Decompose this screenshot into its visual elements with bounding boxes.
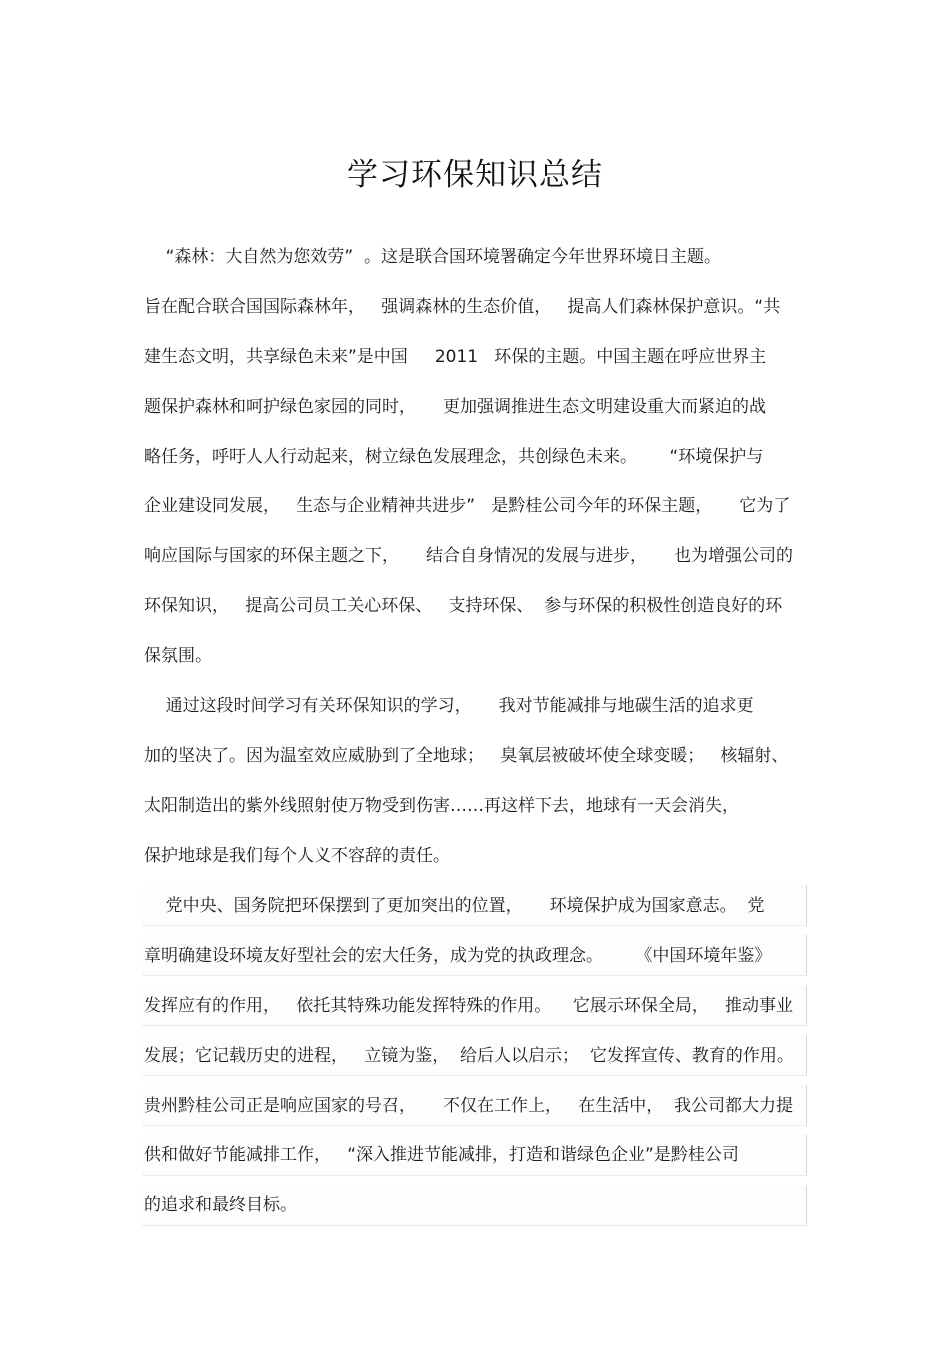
paragraph-2-line-2: 加的坚决了。因为温室效应威胁到了全地球； 臭氧层被破坏使全球变暖； 核辐射、 [144, 746, 789, 766]
paragraph-3-line-3: 发挥应有的作用， 依托其特殊功能发挥特殊的作用。 它展示环保全局， 推动事业 [144, 996, 794, 1016]
paragraph-1-line-6: 企业建设同发展， 生态与企业精神共进步” 是黔桂公司今年的环保主题， 它为了 [144, 496, 791, 516]
paragraph-2-line-4: 保护地球是我们每个人义不容辞的责任。 [144, 846, 450, 866]
paragraph-1-line-3: 建生态文明，共享绿色未来”是中国 2011 环保的主题。中国主题在呼应世界主 [144, 347, 767, 367]
paragraph-3-line-4: 发展；它记载历史的进程， 立镜为鉴， 给后人以启示； 它发挥宣传、教育的作用。 [144, 1046, 794, 1066]
paragraph-1-line-4: 题保护森林和呵护绿色家园的同时， 更加强调推进生态文明建设重大而紧迫的战 [144, 397, 767, 417]
paragraph-1-line-7: 响应国际与国家的环保主题之下， 结合自身情况的发展与进步， 也为增强公司的 [144, 546, 794, 566]
paragraph-1-line-8: 环保知识， 提高公司员工关心环保、 支持环保、 参与环保的积极性创造良好的环 [144, 596, 783, 616]
paragraph-3-line-6: 供和做好节能减排工作， “深入推进节能减排，打造和谐绿色企业”是黔桂公司 [144, 1145, 739, 1165]
paragraph-3-line-5: 贵州黔桂公司正是响应国家的号召， 不仅在工作上， 在生活中， 我公司都大力提 [144, 1096, 794, 1116]
paragraph-2-line-3: 太阳制造出的紫外线照射使万物受到伤害……再这样下去，地球有一天会消失， [144, 796, 739, 816]
paragraph-1-line-9: 保氛围。 [144, 646, 212, 666]
paragraph-1-line-1: “森林：大自然为您效劳” 。这是联合国环境署确定今年世界环境日主题。 [144, 247, 722, 267]
paragraph-2-line-1: 通过这段时间学习有关环保知识的学习， 我对节能减排与地碳生活的追求更 [144, 696, 754, 716]
paragraph-3-line-7: 的追求和最终目标。 [144, 1195, 297, 1215]
paragraph-1-line-2: 旨在配合联合国国际森林年， 强调森林的生态价值， 提高人们森林保护意识。“共 [144, 297, 781, 317]
document-title: 学习环保知识总结 [347, 157, 603, 193]
paragraph-3-line-2: 章明确建设环境友好型社会的宏大任务，成为党的执政理念。 《中国环境年鉴》 [144, 946, 772, 966]
paragraph-1-line-5: 略任务，呼吁人人行动起来，树立绿色发展理念，共创绿色未来。 “环境保护与 [144, 447, 764, 467]
paragraph-3-line-1: 党中央、国务院把环保摆到了更加突出的位置， 环境保护成为国家意志。 党 [144, 896, 765, 916]
